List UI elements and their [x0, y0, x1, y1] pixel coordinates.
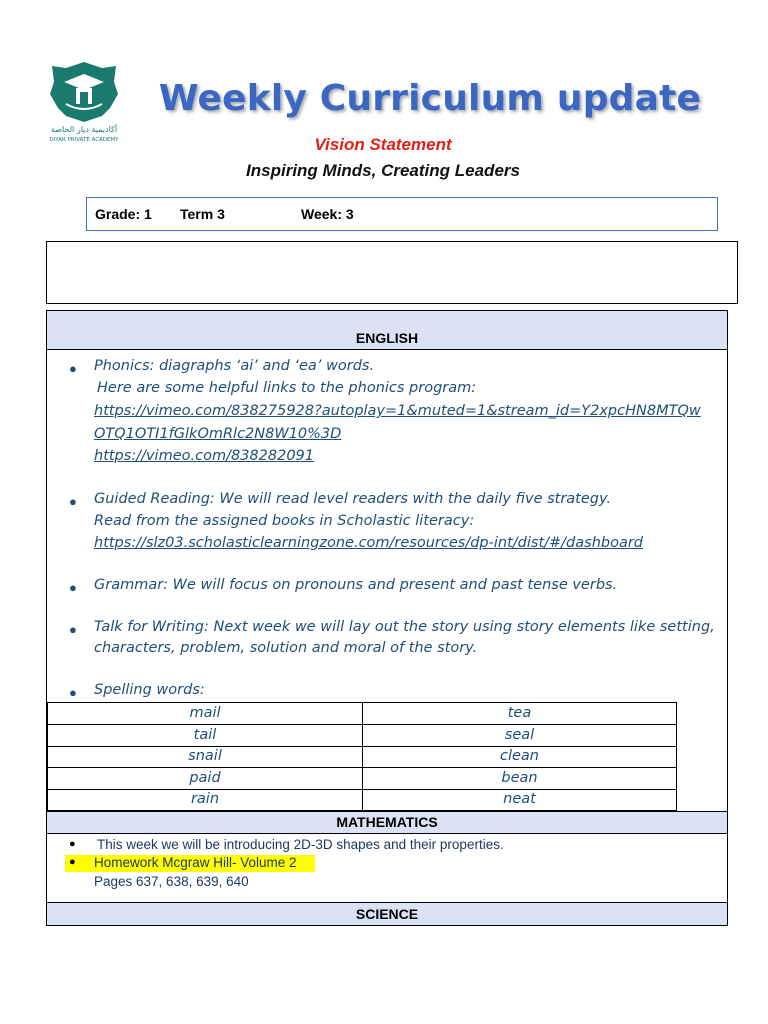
- school-logo: [46, 60, 122, 152]
- english-heading: ENGLISH: [47, 311, 727, 349]
- spelling-word: tea: [507, 705, 532, 721]
- spelling-word: bean: [501, 769, 538, 786]
- spelling-row: [48, 789, 676, 811]
- bullet-icon: ●: [69, 580, 77, 595]
- empty-box: [46, 241, 738, 304]
- bullet-icon: ●: [69, 622, 77, 637]
- week-label: Week: 3: [301, 206, 354, 222]
- svg-text:أكاديمية ديار الخاصة: أكاديمية ديار الخاصة: [50, 125, 118, 134]
- grade-label: Grade: 1: [95, 206, 152, 222]
- bullet-icon: ●: [69, 685, 77, 700]
- spelling-row: [48, 768, 676, 790]
- math-heading: MATHEMATICS: [47, 812, 727, 833]
- spelling-word: clean: [500, 748, 539, 765]
- vision-label: Vision Statement: [314, 135, 452, 154]
- spelling-word: rain: [190, 791, 220, 808]
- reading-line: Guided Reading: We will read level readers with the daily five strategy.: [94, 491, 612, 507]
- bullet-icon: ●: [69, 856, 76, 868]
- phonics-link-2[interactable]: https://vimeo.com/838282091: [94, 448, 314, 464]
- phonics-link-1[interactable]: https://vimeo.com/838275928?autoplay=1&muted=1&stream_id=Y2xpcHN8MTQw: [94, 403, 701, 419]
- spelling-word: seal: [504, 726, 535, 743]
- spelling-table: [47, 702, 677, 811]
- vision-statement: Inspiring Minds, Creating Leaders: [246, 161, 520, 180]
- spelling-label: Spelling words:: [94, 682, 205, 698]
- pages-line: Pages 637, 638, 639, 640: [94, 874, 249, 889]
- phonics-intro: Here are some helpful links to the phonics program:: [97, 380, 477, 396]
- bullet-icon: ●: [69, 494, 77, 509]
- grade-info-box: [86, 197, 718, 231]
- reading-intro: Read from the assigned books in Scholastic literacy:: [94, 513, 475, 529]
- curriculum-table: [46, 310, 728, 926]
- spelling-word: mail: [189, 705, 221, 721]
- math-line: This week we will be introducing 2D-3D shapes and their properties.: [97, 837, 504, 852]
- spelling-word: tail: [193, 726, 217, 743]
- writing-line-1: Talk for Writing: Next week we will lay out the story using story elements like setting,: [94, 619, 715, 635]
- spelling-row: [48, 725, 676, 747]
- grammar-line: Grammar: We will focus on pronouns and present and past tense verbs.: [94, 577, 618, 593]
- phonics-line: Phonics: diagraphs ‘ai’ and ‘ea’ words.: [94, 358, 375, 374]
- spelling-row: [48, 746, 676, 768]
- spelling-word: paid: [189, 769, 221, 786]
- phonics-link-1-cont[interactable]: OTQ1OTI1fGlkOmRlc2N8W10%3D: [94, 426, 342, 442]
- page-title: Weekly Curriculum update: [158, 78, 702, 119]
- scholastic-link[interactable]: https://slz03.scholasticlearningzone.com/resources/dp-int/dist/#/dashboard: [94, 535, 644, 551]
- bullet-icon: ●: [69, 361, 77, 376]
- spelling-word: neat: [503, 791, 536, 808]
- writing-line-2: characters, problem, solution and moral of the story.: [94, 640, 478, 656]
- term-label: Term 3: [180, 206, 225, 222]
- bullet-icon: ●: [69, 838, 76, 850]
- spelling-word: snail: [188, 748, 222, 765]
- svg-text:DIYAR PRIVATE ACADEMY: DIYAR PRIVATE ACADEMY: [49, 137, 119, 143]
- homework-line: Homework Mcgraw Hill- Volume 2: [94, 855, 297, 870]
- spelling-row: [48, 703, 676, 725]
- science-heading: SCIENCE: [47, 903, 727, 925]
